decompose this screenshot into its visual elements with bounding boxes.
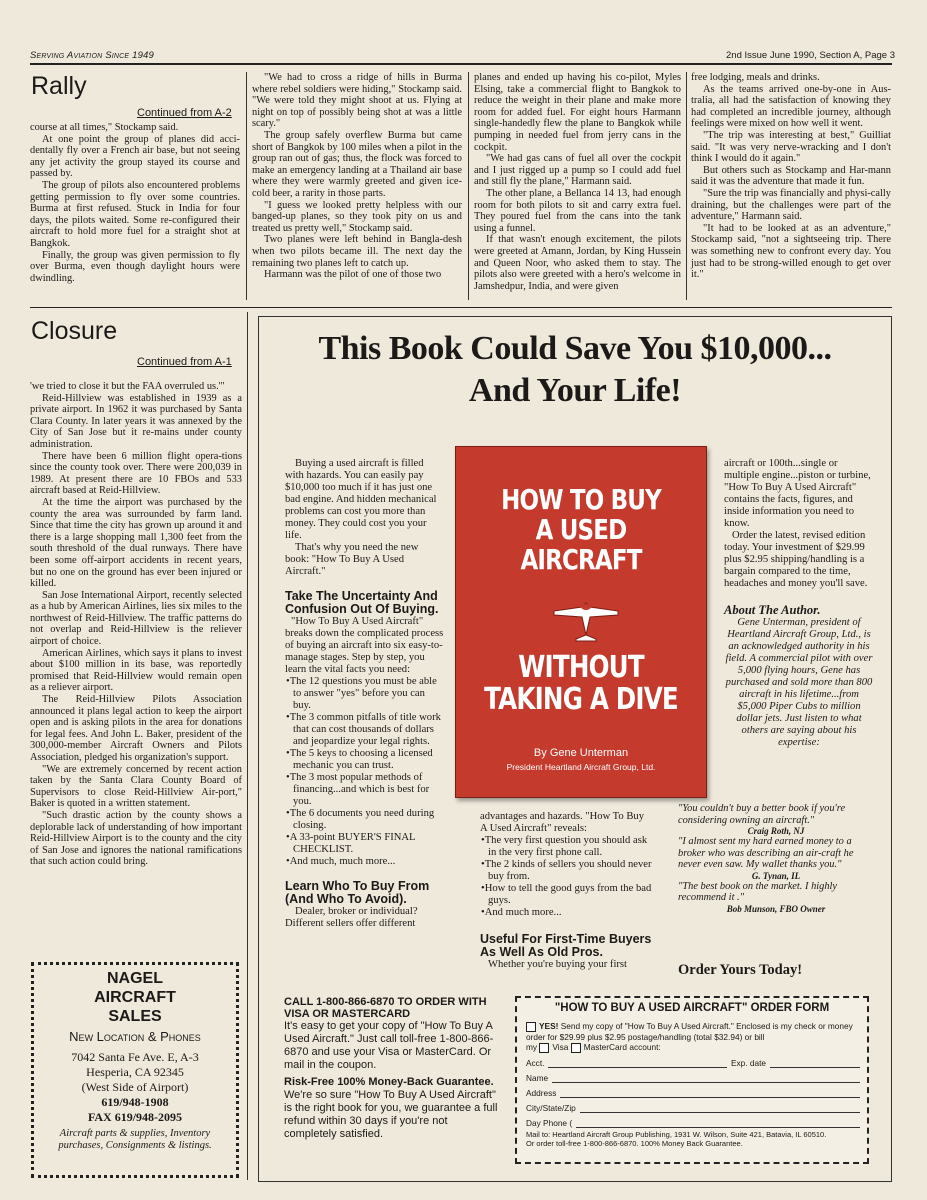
ad-subheadline: And Your Life! <box>468 372 682 409</box>
nagel-address: Hesperia, CA 92345 <box>86 1065 184 1079</box>
page-header-left: Serving Aviation Since 1949 <box>30 50 155 61</box>
guarantee-heading: Risk-Free 100% Money-Back Guarantee. <box>284 1076 494 1088</box>
ad-bullet: •A 33-point BUYER'S FINAL CHECKLIST. <box>286 832 416 855</box>
nagel-name: AIRCRAFT <box>94 989 176 1006</box>
testimonial-quote: "The best book on the market. I highly recommend it ." <box>678 880 838 903</box>
rally-p: "We had gas cans of fuel all over the cockpit and I just rigged up a pump so I could add fuel and still fly the plane," Harmann said. <box>474 153 681 188</box>
rally-p: As the teams arrived one-by-one in Aus-tralia, all had the satisfaction of knowing they had completed an incredible journey, although feelings were mixed on how well it went. <box>691 83 891 130</box>
rally-p: Harmann was the pilot of one of those two <box>264 269 442 281</box>
ad-middle-column <box>480 811 652 971</box>
rally-col-4 <box>691 72 891 281</box>
rally-p: If that wasn't enough excitement, the pilots were greeted at Amann, Jordan, by King Hussein and Queen Noor, who asked them to stay. The pilots also were greeted with a hero's welcome in Jamshedpur, India, and were given <box>474 234 681 292</box>
nagel-address: (West Side of Airport) <box>81 1080 189 1094</box>
mastercard-checkbox[interactable] <box>571 1043 581 1053</box>
nagel-name: NAGEL <box>107 970 163 987</box>
ad-text: Whether you're buying your first <box>488 959 628 970</box>
closure-p: "Such drastic action by the county shows a deplorable lack of understanding of how important Reid-Hillview Airport is to the county and the city of San Jose and ignores the national ramifications that such action could bring. <box>30 809 242 868</box>
ad-bullet: •The 2 kinds of sellers you should never buy from. <box>481 859 652 882</box>
rally-p: "It had to be looked at as an adventure," Stockamp said, "not a sightseeing trip. There was something new to confront every day. You just had to be strong-willed enough to get over it." <box>691 222 891 281</box>
ad-text: aircraft or 100th...single or multiple engine...piston or turbine, "How To Buy A Used Aircraft" contains the facts, figures, and inside information you need to know. <box>724 458 871 529</box>
ad-bullet: •The 6 documents you need during closing. <box>286 808 435 831</box>
nagel-tagline: New Location & Phones <box>69 1029 201 1044</box>
header-rule <box>30 63 892 65</box>
col-divider <box>686 72 687 300</box>
rally-p: "I guess we looked pretty helpless with our banged-up planes, so they took pity on us and treated us pretty well," Stockamp said. <box>252 199 462 234</box>
rally-p: But others such as Stockamp and Har-mann said it was the adventure that made it fun. <box>691 164 891 188</box>
rally-col-1 <box>30 122 240 284</box>
ad-bullet: •The very first question you should ask in the very first phone call. <box>481 835 648 858</box>
acct-label: Acct. <box>526 1057 545 1068</box>
ad-headline: This Book Could Save You $10,000... <box>318 330 832 367</box>
col-divider <box>247 312 248 1180</box>
closure-p: Reid-Hillview was established in 1939 as a private airport. In 1962 it was purchased by Santa Clara County. In later years it was annexed by the City of San Jose but it re-mains under county administration. <box>30 392 242 450</box>
rally-p: The other plane, a Bellanca 14 13, had enough room for both pilots to sit and carry extra fuel. They poured fuel from the cans into the tank using a funnel. <box>474 187 681 234</box>
address-field[interactable] <box>560 1088 860 1098</box>
ad-intro: That's why you need the new book: "How To Buy A Used Aircraft." <box>285 542 419 577</box>
book-title-line: TAKING A DIVE <box>484 682 678 717</box>
rally-col-2 <box>252 72 462 281</box>
yes-text: Send my copy of "How To Buy A Used Aircraft." Enclosed is my check or money order for $29.99 plus $2.95 postage/handling (total $32.94) or bill <box>526 1021 853 1042</box>
rally-p: At one point the group of planes did acci-dentally fly over a French air base, but not seeing any jet activity the group stayed its course and passed by. <box>30 133 240 180</box>
closure-p: American Airlines, which says it plans to invest about $100 million in its base, was reportedly promised that Reid-Hillview would remain open as a reliever airport. <box>30 647 242 694</box>
nagel-phone: 619/948-1908 <box>101 1095 169 1109</box>
ad-bullet: •The 3 most popular methods of financing...and which is best for you. <box>286 772 430 807</box>
book-title-line: HOW TO BUY <box>501 483 661 516</box>
closure-p: 'we tried to close it but the FAA overruled us.'" <box>30 381 225 392</box>
ad-bullet: •The 5 keys to choosing a licensed mechanic you can trust. <box>286 748 433 771</box>
ad-subhead-uncertainty: Take The Uncertainty And Confusion Out Of Buying. <box>285 589 439 616</box>
testimonials <box>678 803 874 914</box>
ad-bullet: •The 12 questions you must be able to answer "yes" before you can buy. <box>286 676 437 711</box>
rally-p: "We had to cross a ridge of hills in Burma where rebel soldiers were hiding," Stockamp said. "We were told they might shoot at us. Flying at night on top of possibly being shot at was a little scary." <box>252 72 462 130</box>
nagel-description: Aircraft parts & supplies, Inventory <box>59 1128 211 1139</box>
ad-bullet: •And much more... <box>481 907 562 918</box>
rally-continued: Continued from A-2 <box>137 107 232 119</box>
guarantee-text: We're so sure "How To Buy A Used Aircraft" is the right book for you, we guarantee a full refund within 30 days if you're not completely satisfied. <box>284 1089 498 1140</box>
closure-p: "We are extremely concerned by recent action taken by the Santa Clara County Board of Supervisors to close Reid-Hillview Air-port," Baker is quoted in a written statement. <box>30 763 242 810</box>
name-field[interactable] <box>552 1073 860 1083</box>
testimonial-quote: "You couldn't buy a better book if you're considering owning an aircraft." <box>678 803 846 826</box>
rally-title: Rally <box>31 72 87 100</box>
ad-bullet: •And much, much more... <box>286 856 396 867</box>
book-title <box>479 485 684 575</box>
order-form-body <box>526 1021 860 1148</box>
order-form-title: "HOW TO BUY A USED AIRCRAFT" ORDER FORM <box>554 1002 830 1014</box>
exp-date-field[interactable] <box>770 1058 860 1068</box>
author-bio: Gene Unterman, president of Heartland Aircraft Group, Ltd., is an acknowledged authority in his field. A commercial pilot with over 5,000 flying hours, Gene has purchased and sold more than 800 aircraft in his lifetime...from $5,000 Piper Cubs to million dollar jets. Just listen to what others are saying about his expertise: <box>725 617 873 748</box>
page-header-right: 2nd Issue June 1990, Section A, Page 3 <box>726 50 896 61</box>
rally-p: Two planes were left behind in Bangla-desh when two pilots became ill. The next day the remaining two planes left to catch up. <box>252 234 462 269</box>
ad-bullet: •How to tell the good guys from the bad guys. <box>481 883 652 906</box>
closure-p: San Jose International Airport, recently selected as a hub by American Airlines, lies six miles to the northwest of Reid-Hillview. The traffic patterns do not overlap and Reid-Hillview is the reliever airport of choice. <box>30 589 242 648</box>
book-title-line: WITHOUT <box>518 650 644 685</box>
ad-bullet: •The 3 common pitfalls of title work that can cost thousands of dollars and jeopardize your legal rights. <box>286 712 441 747</box>
book-title-line: A USED AIRCRAFT <box>520 513 642 576</box>
ad-right-column <box>724 458 874 749</box>
address-label: Address <box>526 1087 557 1098</box>
ad-subhead-learn: Learn Who To Buy From (And Who To Avoid). <box>285 879 430 906</box>
col-divider <box>468 72 469 300</box>
yes-checkbox[interactable] <box>526 1022 536 1032</box>
yes-label: YES! <box>539 1021 559 1031</box>
rally-p: "Sure the trip was financially and physi-cally draining, but the challenges were part of the adventure," Harmann said. <box>691 187 891 223</box>
call-to-order <box>284 996 500 1141</box>
book-cover <box>455 446 707 798</box>
nagel-address: 7042 Santa Fe Ave. E, A-3 <box>71 1050 199 1064</box>
phone-label: Day Phone ( <box>526 1117 573 1128</box>
book-title-2 <box>479 652 684 716</box>
nagel-ad <box>31 962 239 1178</box>
ad-text: advantages and hazards. "How To Buy A Used Aircraft" reveals: <box>480 811 645 834</box>
nagel-name: SALES <box>108 1008 162 1025</box>
mastercard-label: MasterCard account: <box>583 1041 661 1052</box>
exp-label: Exp. date <box>730 1057 766 1068</box>
section-rule <box>30 307 892 308</box>
closure-p: The Reid-Hillview Pilots Association announced it plans legal action to keep the airport open and is asking pilots in the area for donations for legal fees. And John L. Baker, president of the 300,000-member Aircraft Owners and Pilots Association, pledged his organization's support. <box>30 694 242 763</box>
ad-left-column <box>285 458 445 930</box>
col-divider <box>246 72 247 300</box>
rally-p: "The trip was interesting at best," Guilliat said. "It was very nerve-wracking and I don't think I would do it again." <box>691 129 891 165</box>
name-label: Name <box>526 1072 549 1083</box>
call-text: It's easy to get your copy of "How To Buy A Used Aircraft." Just call toll-free 1-800-866-6870 and use your Visa or MasterCard. Or mail in the coupon. <box>284 1020 494 1071</box>
call-heading: CALL 1-800-866-6870 TO ORDER WITH VISA OR MASTERCARD <box>284 996 487 1020</box>
nagel-fax: FAX 619/948-2095 <box>87 1110 183 1124</box>
ad-text: Order the latest, revised edition today. Your investment of $29.99 plus $2.95 shipping/handling is a bargain compared to the time, headaches and money you'll save. <box>724 530 868 589</box>
city-label: City/State/Zip <box>526 1102 576 1113</box>
closure-title: Closure <box>31 317 118 345</box>
visa-checkbox[interactable] <box>539 1043 549 1053</box>
rally-col-3 <box>474 72 681 292</box>
mail-to: Mail to: Heartland Aircraft Group Publishing, 1931 W. Wilson, Suite 421, Batavia, IL 60510. <box>526 1129 827 1139</box>
ad-subhead-useful: Useful For First-Time Buyers As Well As Old Pros. <box>480 932 652 959</box>
rally-p: The group of pilots also encountered problems getting permission to fly over some countries. Burma at first refused. Stuck in India for four days, the pilots waited. Some re-configured their aircraft to hold more fuel for a straight shot at Bangkok. <box>30 179 240 249</box>
my-label: my <box>526 1041 538 1052</box>
closure-continued: Continued from A-1 <box>137 356 232 368</box>
rally-p: Finally, the group was given permission to fly over Burma, even though daylight hours were dwindling. <box>30 249 240 284</box>
ad-intro: Buying a used aircraft is filled with hazards. You can easily pay $10,000 too much if it has just one bad engine. And hidden mechanical problems can cost you more than money. They could cost you your life. <box>285 458 437 541</box>
rally-p: planes and ended up having his co-pilot, Myles Elsing, take a commercial flight to Bangkok to reduce the weight in their plane and make more room for added fuel. For eight hours Harmann single-handedly flew the plane to Bangkok while pumping in needed fuel from jerry cans in the cockpit. <box>474 72 681 153</box>
nagel-description: purchases, Consignments & listings. <box>58 1140 212 1151</box>
testimonial-author: G. Tynan, IL <box>751 870 801 881</box>
closure-body <box>30 381 242 868</box>
book-author: By Gene Unterman <box>533 747 629 759</box>
visa-label: Visa <box>552 1041 569 1052</box>
ad-text: Dealer, broker or individual? Different sellers offer different <box>285 906 418 929</box>
order-today: Order Yours Today! <box>678 962 803 978</box>
airplane-icon <box>546 577 626 647</box>
testimonial-quote: "I almost sent my hard earned money to a broker who was describing an air-craft he never even saw. My wallet thanks you." <box>678 836 854 870</box>
testimonial-author: Bob Munson, FBO Owner <box>726 903 826 914</box>
rally-p: The group safely overflew Burma but came short of Bangkok by 100 miles when a pilot in the group ran out of gas; thus, the flock was forced to make an emergency landing at a Thailand air base where they were warmly greeted and given ice-cold beer, a rarity in those parts. <box>252 129 462 199</box>
closure-p: There have been 6 million flight opera-tions since the county took over. There were 200,039 in 1989. At present there are 10 FBOs and 533 aircraft based at Reid-Hillview. <box>30 450 242 497</box>
ad-subhead-author: About The Author. <box>724 603 821 617</box>
ad-text: "How To Buy A Used Aircraft" breaks down the complicated process of buying an aircraft into six easy-to-manage stages. Step by step, you learn the vital facts you need: <box>285 616 444 675</box>
closure-p: At the time the airport was purchased by the county the area was surrounded by farm land. Since that time the city has grown up around it and there is a large shopping mall 1,300 feet from the south threshold of the dual runways. There have been some off-airport accidents in recent years, but no one on the ground has ever been injured or killed. <box>30 496 242 590</box>
rally-p: course at all times," Stockamp said. <box>30 122 179 133</box>
testimonial-author: Craig Roth, NJ <box>747 826 805 836</box>
city-field[interactable] <box>580 1103 860 1113</box>
phone-field[interactable] <box>576 1118 860 1128</box>
book-author-title: President Heartland Aircraft Group, Ltd. <box>506 762 656 772</box>
acct-field[interactable] <box>548 1058 726 1068</box>
toll-free: Or order toll-free 1-800-866-6870. 100% Money Back Guarantee. <box>526 1138 743 1148</box>
rally-p: free lodging, meals and drinks. <box>691 72 820 83</box>
